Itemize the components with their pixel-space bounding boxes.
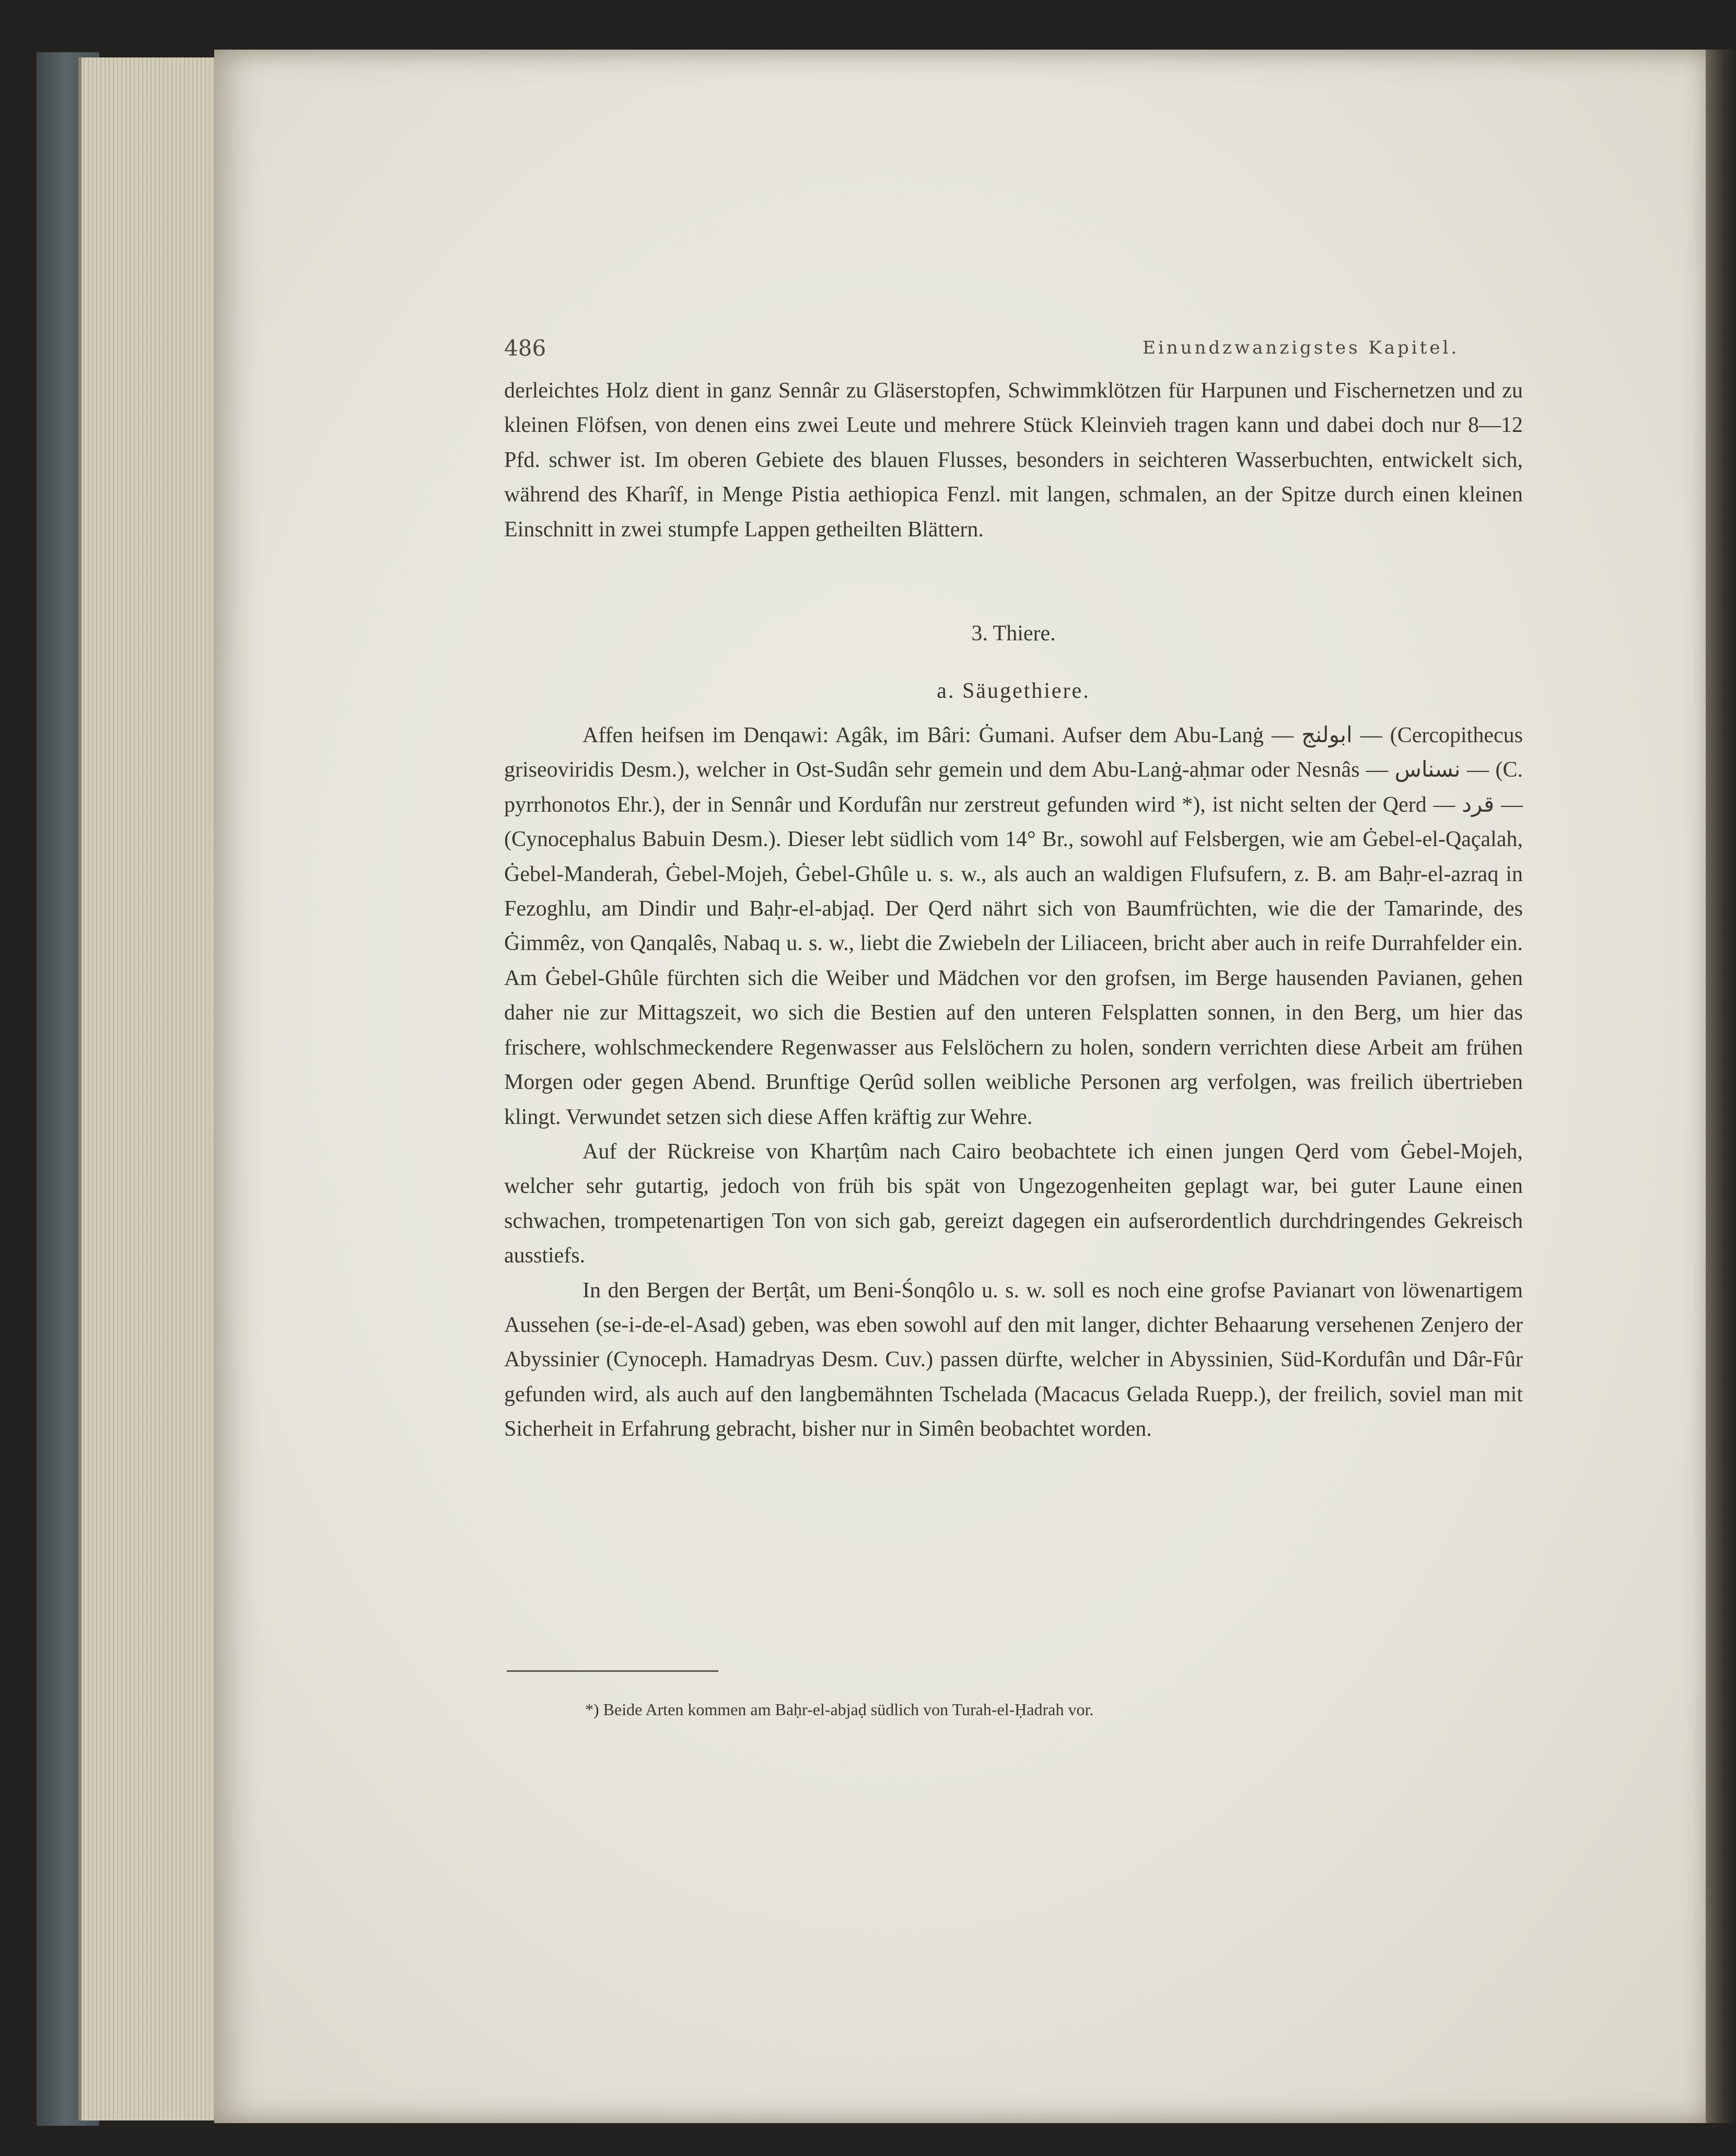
page-number: 486 — [504, 335, 546, 361]
footnote: *) Beide Arten kommen am Baḥr-el-abjaḍ südlich von Turah-el-Ḥadrah vor. — [585, 1700, 1094, 1719]
running-title: Einundzwanzigstes Kapitel. — [1143, 337, 1460, 358]
paragraph-holz: derleichtes Holz dient in ganz Sennâr zu Gläserstopfen, Schwimmklötzen für Harpunen und Fischernetzen und zu kleinen Flöfsen, von denen eins zwei Leute und mehrere Stück Kleinvieh tragen kann und dabei doch nur 8—12 Pfd. schwer ist. Im oberen Gebiete des blauen Flusses, besonders in seichteren Wasserbuchten, entwickelt sich, während des Kharîf, in Menge Pistia aethiopica Fenzl. mit langen, schmalen, an der Spitze durch einen kleinen Einschnitt in zwei stumpfe Lappen getheilten Blättern. — [504, 379, 1523, 542]
section-title: 3. Thiere. — [971, 622, 1056, 646]
page-stack-edge — [78, 57, 228, 2120]
body-text — [504, 373, 1523, 1447]
paragraph-affen: Affen heifsen im Denqawi: Agâk, im Bâri: Ġumani. Aufser dem Abu-Lanġ — ابولنج — (Cercopithecus griseoviridis Desm.), welcher in Ost-Sudân sehr gemein und dem Abu-Lanġ-aḥmar oder Nesnâs — نسناس — (C. pyrrhonotos Ehr.), der in Sennâr und Kordufân nur zerstreut gefunden wird *), ist nicht selten der Qerd — قرد — (Cynocephalus Babuin Desm.). Dieser lebt südlich vom 14° Br., sowohl auf Felsbergen, wie am Ġebel-el-Qaçalah, Ġebel-Manderah, Ġebel-Mojeh, Ġebel-Ghûle u. s. w., als auch an waldigen Flufsufern, z. B. am Baḥr-el-azraq in Fezoghlu, am Dindir und Baḥr-el-abjaḍ. Der Qerd nährt sich von Baumfrüchten, wie die der Tamarinde, des Ġimmêz, von Qanqalês, Nabaq u. s. w., liebt die Zwiebeln der Liliaceen, bricht aber auch in reife Durrahfelder ein. Am Ġebel-Ghûle fürchten sich die Weiber und Mädchen vor den grofsen, im Berge hausenden Pavianen, gehen daher nie zur Mittagszeit, wo sich die Bestien auf den unteren Felsplatten sonnen, in den Berg, um hier das frischere, wohlschmeckendere Regenwasser aus Felslöchern zu holen, sondern verrichten diese Arbeit am frühen Morgen oder gegen Abend. Brunftige Qerûd sollen weibliche Personen arg verfolgen, was freilich übertrieben klingt. Verwundet setzen sich diese Affen kräftig zur Wehre. — [504, 723, 1523, 1129]
footnote-divider — [507, 1670, 718, 1672]
subsection-title: a. Säugethiere. — [937, 679, 1090, 704]
paragraph-rueckreise: Auf der Rückreise von Kharṭûm nach Cairo beobachtete ich einen jungen Qerd vom Ġebel-Mojeh, welcher sehr gutartig, jedoch von früh bis spät von Ungezogenheiten geplagt war, bei guter Laune einen schwachen, trompetenartigen Ton von sich gab, gereizt dagegen ein aufserordentlich durchdringendes Gekreisch ausstiefs. — [504, 1139, 1523, 1268]
page-right-shadow — [1706, 50, 1736, 2123]
page-header — [290, 335, 1465, 367]
paragraph-bergen: In den Bergen der Berṭât, um Beni-Śonqôlo u. s. w. soll es noch eine grofse Pavianart von löwenartigem Aussehen (se-i-de-el-Asad) geben, was eben sowohl auf den mit langer, dichter Behaarung versehenen Zenjero der Abyssinier (Cynoceph. Hamadryas Desm. Cuv.) passen dürfte, welcher in Abyssinien, Süd-Kordufân und Dâr-Fûr gefunden wird, als auch auf den langbemähnten Tschelada (Macacus Gelada Ruepp.), der freilich, soviel man mit Sicherheit in Erfahrung gebracht, bisher nur in Simên beobachtet worden. — [504, 1278, 1523, 1442]
